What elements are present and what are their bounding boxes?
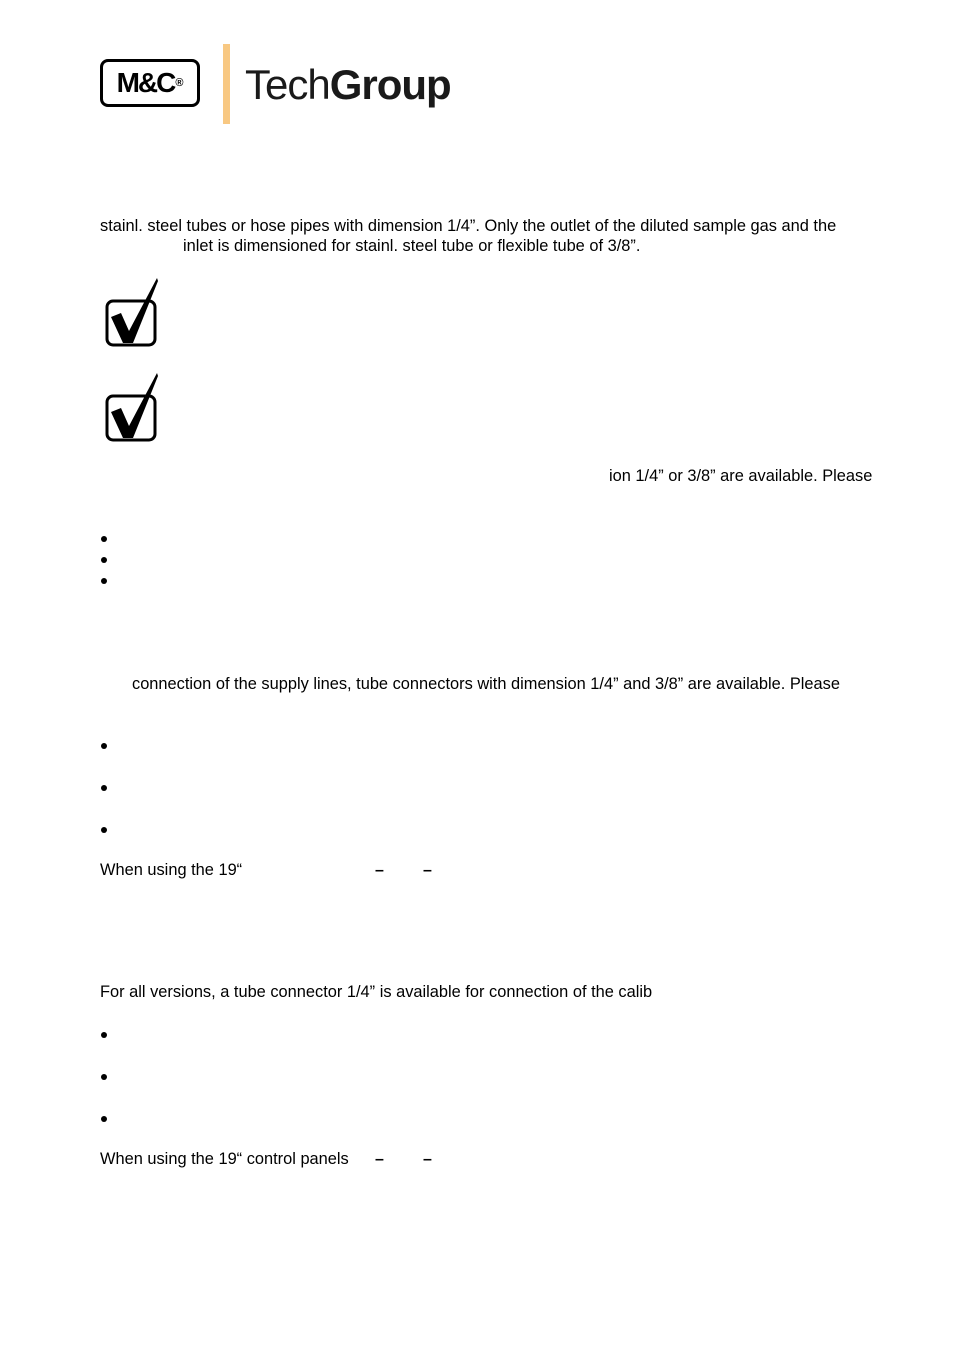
- body-text-line: For all versions, a tube connector 1/4” is available for connection of the calib: [100, 983, 653, 1001]
- body-text-line: When using the 19“ control panels: [100, 1150, 349, 1168]
- mc-logo: [100, 59, 200, 107]
- techgroup-brand: [245, 60, 451, 110]
- en-dash: –: [375, 862, 384, 879]
- bullet-point: [101, 1116, 107, 1122]
- bullet-point: [101, 827, 107, 833]
- brand-bold: Group: [329, 61, 451, 108]
- body-text-line: connection of the supply lines, tube connectors with dimension 1/4” and 3/8” are available. Please: [132, 675, 840, 693]
- logo-text: M&C: [116, 67, 175, 98]
- checkbox-check-icon: [103, 370, 163, 444]
- en-dash: –: [375, 1151, 384, 1168]
- brand-light: Tech: [245, 61, 330, 108]
- logo-divider-bar: [223, 44, 230, 124]
- bullet-point: [101, 743, 107, 749]
- bullet-point: [101, 785, 107, 791]
- body-text-line: stainl. steel tubes or hose pipes with dimension 1/4”. Only the outlet of the diluted sample gas and the: [100, 217, 837, 235]
- logo-registered-mark: ®: [175, 77, 184, 89]
- bullet-point: [101, 1074, 107, 1080]
- body-text-line: ion 1/4” or 3/8” are available. Please: [609, 467, 873, 485]
- bullet-point: [101, 557, 107, 563]
- en-dash: –: [423, 862, 432, 879]
- bullet-point: [101, 578, 107, 584]
- bullet-point: [101, 1032, 107, 1038]
- body-text-line: When using the 19“: [100, 861, 243, 879]
- body-text-line: inlet is dimensioned for stainl. steel tube or flexible tube of 3/8”.: [183, 237, 641, 255]
- en-dash: –: [423, 1151, 432, 1168]
- bullet-point: [101, 536, 107, 542]
- checkbox-check-icon: [103, 275, 163, 349]
